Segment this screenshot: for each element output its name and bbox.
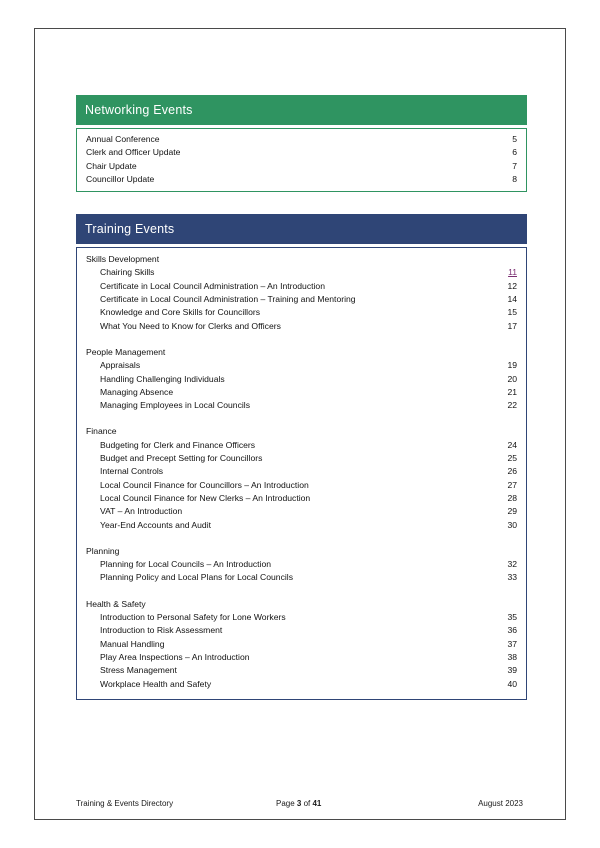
toc-entry-page: 29 <box>507 506 517 517</box>
document-page <box>34 28 566 820</box>
toc-group-label: Skills Development <box>86 254 160 265</box>
list-item[interactable] <box>77 611 526 624</box>
toc-entry-label: Local Council Finance for New Clerks – An Introduction <box>100 492 311 503</box>
toc-entry-page: 27 <box>507 479 517 490</box>
list-item[interactable] <box>77 571 526 584</box>
toc-entry-label: Chair Update <box>86 160 137 171</box>
toc-entry-label: Manual Handling <box>100 638 165 649</box>
toc-group-label: Finance <box>86 426 117 437</box>
toc-entry-label: Planning for Local Councils – An Introduction <box>100 559 272 570</box>
toc-entry-page: 7 <box>512 160 517 171</box>
toc-entry-label: Knowledge and Core Skills for Councillors <box>100 307 261 318</box>
list-item[interactable] <box>77 386 526 399</box>
toc-group-training-events <box>76 247 527 700</box>
toc-entry-page: 32 <box>507 559 517 570</box>
toc-entry-page: 30 <box>507 519 517 530</box>
footer-title: Training & Events Directory <box>76 799 174 808</box>
toc-entry-label: Councillor Update <box>86 173 155 184</box>
toc-entry-page: 36 <box>507 625 517 636</box>
toc-entry-page: 39 <box>507 665 517 676</box>
footer-page-total: 41 <box>312 799 322 808</box>
toc-entry-page: 37 <box>507 638 517 649</box>
list-item[interactable] <box>77 173 526 186</box>
footer-page-indicator <box>276 799 406 808</box>
toc-entry-page: 25 <box>507 453 517 464</box>
toc-entry-page: 35 <box>507 612 517 623</box>
page-content <box>76 95 527 700</box>
group-spacer <box>77 333 526 346</box>
list-item <box>77 253 526 266</box>
list-item[interactable] <box>77 373 526 386</box>
toc-entry-page: 8 <box>512 173 517 184</box>
section-title: Training Events <box>85 222 175 237</box>
toc-entry-page: 6 <box>512 147 517 158</box>
list-item[interactable] <box>77 519 526 532</box>
toc-entry-page: 28 <box>507 492 517 503</box>
toc-entry-label: Chairing Skills <box>100 267 155 278</box>
toc-entry-label: Managing Absence <box>100 386 174 397</box>
toc-entry-label: What You Need to Know for Clerks and Officers <box>100 320 281 331</box>
list-item[interactable] <box>77 678 526 691</box>
list-item[interactable] <box>77 359 526 372</box>
list-item[interactable] <box>77 479 526 492</box>
group-spacer <box>77 585 526 598</box>
toc-entry-label: Appraisals <box>100 360 141 371</box>
footer-page-middle: of <box>301 799 313 808</box>
list-item[interactable] <box>77 146 526 159</box>
list-item <box>77 598 526 611</box>
list-item[interactable] <box>77 439 526 452</box>
list-item[interactable] <box>77 651 526 664</box>
list-item <box>77 346 526 359</box>
section-header-networking-events <box>76 95 527 125</box>
toc-entry-page: 15 <box>507 307 517 318</box>
list-item[interactable] <box>77 465 526 478</box>
list-item <box>77 545 526 558</box>
list-item[interactable] <box>77 399 526 412</box>
list-item[interactable] <box>77 638 526 651</box>
toc-entry-label: Managing Employees in Local Councils <box>100 400 250 411</box>
section-header-training-events <box>76 214 527 244</box>
toc-entry-page: 20 <box>507 373 517 384</box>
toc-entry-page[interactable]: 11 <box>508 267 517 278</box>
toc-entry-label: Budget and Precept Setting for Councillors <box>100 453 263 464</box>
toc-entry-page: 40 <box>507 678 517 689</box>
toc-group-networking-events <box>76 128 527 192</box>
toc-entry-label: Introduction to Risk Assessment <box>100 625 223 636</box>
list-item[interactable] <box>77 664 526 677</box>
toc-entry-page: 26 <box>507 466 517 477</box>
toc-entry-label: Certificate in Local Council Administration – An Introduction <box>100 280 325 291</box>
toc-entry-label: Year-End Accounts and Audit <box>100 519 212 530</box>
section-title: Networking Events <box>85 103 193 117</box>
toc-entry-page: 24 <box>507 439 517 450</box>
group-spacer <box>77 412 526 425</box>
footer-page-prefix: Page <box>276 799 297 808</box>
toc-entry-page: 38 <box>507 651 517 662</box>
toc-entry-label: Budgeting for Clerk and Finance Officers <box>100 439 256 450</box>
toc-entry-page: 5 <box>512 134 517 144</box>
toc-entry-page: 33 <box>507 572 517 583</box>
footer-page-current: 3 <box>296 799 302 808</box>
list-item[interactable] <box>77 160 526 173</box>
list-item[interactable] <box>77 505 526 518</box>
toc-entry-label: VAT – An Introduction <box>100 506 183 517</box>
toc-group-label: People Management <box>86 346 166 357</box>
toc-entry-page: 21 <box>507 386 517 397</box>
list-item[interactable] <box>77 280 526 293</box>
toc-entry-label: Workplace Health and Safety <box>100 678 212 689</box>
toc-entry-label: Local Council Finance for Councillors – An Introduction <box>100 479 309 490</box>
list-item[interactable] <box>77 624 526 637</box>
list-item[interactable] <box>77 293 526 306</box>
toc-entry-label: Play Area Inspections – An Introduction <box>100 651 250 662</box>
toc-entry-page: 17 <box>507 320 517 331</box>
list-item[interactable] <box>77 306 526 319</box>
toc-entry-page: 22 <box>507 400 517 411</box>
toc-entry-label: Handling Challenging Individuals <box>100 373 225 384</box>
list-item[interactable] <box>77 452 526 465</box>
toc-group-label: Health & Safety <box>86 598 146 609</box>
list-item[interactable] <box>77 558 526 571</box>
toc-entry-page: 14 <box>507 294 517 305</box>
toc-entry-label: Clerk and Officer Update <box>86 147 181 158</box>
toc-entry-label: Internal Controls <box>100 466 164 477</box>
footer-date: August 2023 <box>478 799 523 808</box>
toc-entry-label: Annual Conference <box>86 134 160 144</box>
toc-entry-label: Planning Policy and Local Plans for Local Councils <box>100 572 293 583</box>
group-spacer <box>77 532 526 545</box>
toc-entry-label: Stress Management <box>100 665 177 676</box>
list-item[interactable] <box>77 492 526 505</box>
list-item[interactable] <box>77 266 526 279</box>
toc-entry-label: Certificate in Local Council Administration – Training and Mentoring <box>100 294 356 305</box>
list-item[interactable] <box>77 320 526 333</box>
toc-entry-page: 12 <box>507 280 517 291</box>
toc-entry-label: Introduction to Personal Safety for Lone Workers <box>100 612 286 623</box>
list-item[interactable] <box>77 133 526 146</box>
toc-group-label: Planning <box>86 545 120 556</box>
toc-entry-page: 19 <box>507 360 517 371</box>
page-footer <box>76 799 535 808</box>
list-item <box>77 425 526 438</box>
